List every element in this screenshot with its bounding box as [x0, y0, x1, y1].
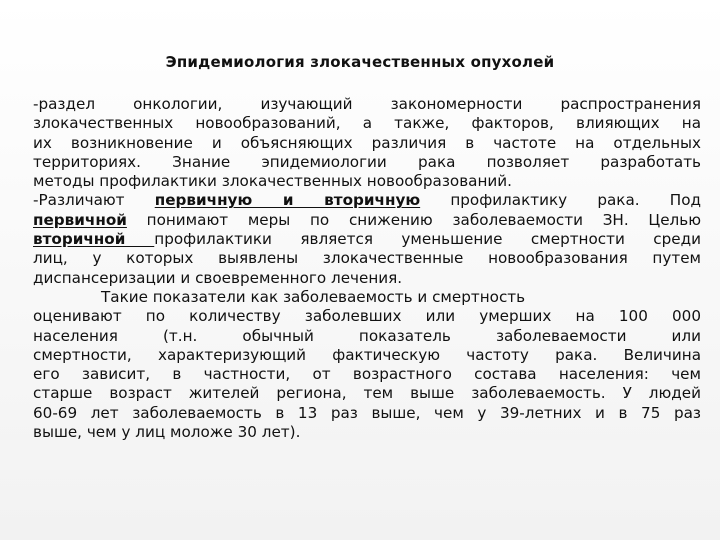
text-line: населения (т.н. обычный показатель заболеваемости или: [33, 326, 701, 345]
text-line: [33, 191, 701, 210]
text-fragment: Такие показатели как заболеваемость и смертность: [101, 287, 526, 306]
body-text: [33, 95, 701, 442]
text-line: старше возраст жителей региона, тем выше заболеваемость. У людей: [33, 384, 701, 403]
text-fragment: профилактику рака. Под: [420, 191, 701, 210]
text-line: [33, 211, 701, 230]
text-line: его зависит, в частности, от возрастного состава населения: чем: [33, 365, 701, 384]
text-line: [33, 288, 701, 307]
text-line: диспансеризации и своевременного лечения.: [33, 268, 403, 287]
text-line: смертности, характеризующий фактическую частоту рака. Величина: [33, 345, 701, 364]
text-line: 60-69 лет заболеваемость в 13 раз выше, чем у 39-летних и в 75 раз: [33, 403, 701, 422]
text-line: территориях. Знание эпидемиологии рака позволяет разработать: [33, 152, 701, 171]
text-line: -раздел онкологии, изучающий закономерности распространения: [33, 95, 701, 113]
emphasis-secondary: вторичной: [33, 230, 155, 249]
text-line: методы профилактики злокачественных новообразований.: [33, 172, 512, 191]
slide-title: Эпидемиология злокачественных опухолей: [165, 53, 555, 71]
text-line: [33, 230, 701, 249]
text-line: оценивают по количеству заболевших или умерших на 100 000: [33, 307, 701, 326]
text-line: выше, чем у лиц моложе 30 лет).: [33, 423, 301, 442]
text-fragment: профилактики является уменьшение смертности среди: [154, 230, 701, 249]
text-line: злокачественных новообразований, а также, факторов, влияющих на: [33, 114, 701, 133]
text-fragment: понимают меры по снижению заболеваемости ЗН. Целью: [126, 210, 701, 229]
emphasis-primary-secondary: первичную и вторичную: [154, 191, 421, 210]
emphasis-primary: первичной: [33, 210, 127, 229]
text-fragment: -Различают: [33, 191, 155, 210]
text-line: лиц, у которых выявлены злокачественные новообразования путем: [33, 249, 701, 268]
text-line: их возникновение и объясняющих различия в частоте на отдельных: [33, 133, 701, 152]
